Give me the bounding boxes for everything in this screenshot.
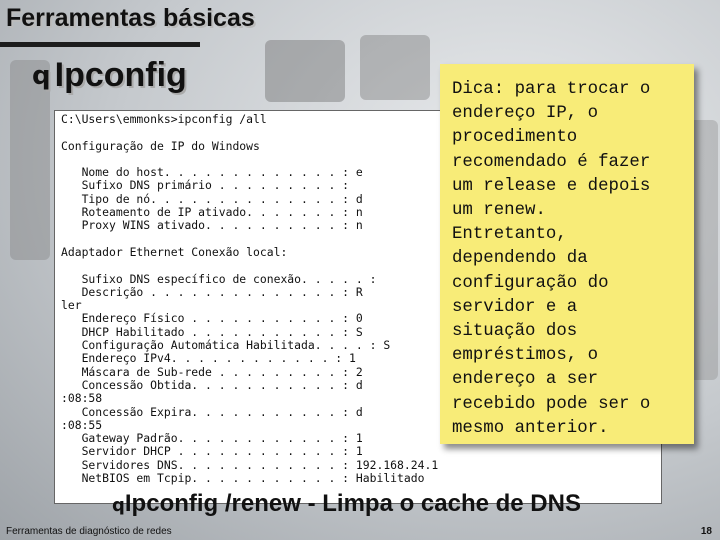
note-line: Entretanto, bbox=[452, 225, 567, 245]
console-line: ler bbox=[61, 298, 82, 313]
note-line: recebido pode ser o bbox=[452, 394, 651, 414]
console-line: Adaptador Ethernet Conexão local: bbox=[61, 244, 288, 259]
bullet-marker: q bbox=[32, 60, 51, 91]
note-line: recomendado é fazer bbox=[452, 152, 651, 172]
bullet-ipconfig-renew-label: Ipconfig /renew - Limpa o cache de DNS bbox=[124, 490, 581, 517]
console-line: Tipo de nó. . . . . . . . . . . . . . : d bbox=[61, 191, 363, 206]
console-line: Sufixo DNS específico de conexão. . . . . : bbox=[61, 271, 377, 286]
console-line: Configuração de IP do Windows bbox=[61, 138, 260, 153]
console-line: Sufixo DNS primário . . . . . . . . . : bbox=[61, 178, 350, 193]
console-line: Servidores DNS. . . . . . . . . . . . : 192.168.24.1 bbox=[61, 457, 439, 472]
console-line: Endereço IPv4. . . . . . . . . . . . : 1 bbox=[61, 351, 356, 366]
note-line: um release e depois bbox=[452, 176, 651, 196]
console-line: Concessão Expira. . . . . . . . . . . : d bbox=[61, 404, 363, 419]
title-underline bbox=[0, 42, 200, 47]
console-line: :08:58 bbox=[61, 391, 103, 406]
note-line: servidor e a bbox=[452, 297, 578, 317]
console-line: Nome do host. . . . . . . . . . . . . : e bbox=[61, 165, 363, 180]
bullet-ipconfig-label: Ipconfig bbox=[54, 56, 187, 94]
note-line: situação dos bbox=[452, 322, 578, 342]
console-line: Servidor DHCP . . . . . . . . . . . . : 1 bbox=[61, 444, 363, 459]
console-line: Concessão Obtida. . . . . . . . . . . : d bbox=[61, 377, 363, 392]
console-line: Configuração Automática Habilitada. . . . : S bbox=[61, 338, 391, 353]
note-line: procedimento bbox=[452, 128, 578, 148]
bullet-ipconfig bbox=[32, 56, 187, 95]
console-line: DHCP Habilitado . . . . . . . . . . . : S bbox=[61, 324, 363, 339]
note-line: mesmo anterior. bbox=[452, 418, 609, 438]
console-line: Endereço Físico . . . . . . . . . . . : 0 bbox=[61, 311, 363, 326]
console-line: Proxy WINS ativado. . . . . . . . . . : n bbox=[61, 218, 363, 233]
console-line: Roteamento de IP ativado. . . . . . . : n bbox=[61, 205, 363, 220]
page-number: 18 bbox=[700, 526, 712, 537]
footer-text: Ferramentas de diagnóstico de redes bbox=[6, 526, 172, 537]
note-line: empréstimos, o bbox=[452, 346, 599, 366]
note-line: um renew. bbox=[452, 201, 546, 221]
bullet-ipconfig-renew bbox=[112, 490, 581, 518]
console-line: Máscara de Sub-rede . . . . . . . . . : 2 bbox=[61, 364, 363, 379]
console-line: NetBIOS em Tcpip. . . . . . . . . . . : Habilitado bbox=[61, 471, 425, 486]
slide-title: Ferramentas básicas bbox=[6, 4, 255, 32]
note-line: Dica: para trocar o bbox=[452, 80, 651, 99]
note-line: endereço a ser bbox=[452, 370, 599, 390]
note-line: endereço IP, o bbox=[452, 104, 599, 124]
console-line: :08:55 bbox=[61, 417, 103, 432]
bullet-marker: q bbox=[112, 495, 125, 516]
console-line: C:\Users\emmonks>ipconfig /all bbox=[61, 112, 267, 126]
console-line: Descrição . . . . . . . . . . . . . . : R bbox=[61, 284, 363, 299]
background-decoration bbox=[265, 40, 345, 102]
note-line: dependendo da bbox=[452, 249, 588, 269]
tip-sticky-note bbox=[440, 64, 694, 444]
console-line: Gateway Padrão. . . . . . . . . . . . : 1 bbox=[61, 431, 363, 446]
background-decoration bbox=[360, 35, 430, 100]
note-line: configuração do bbox=[452, 273, 609, 293]
